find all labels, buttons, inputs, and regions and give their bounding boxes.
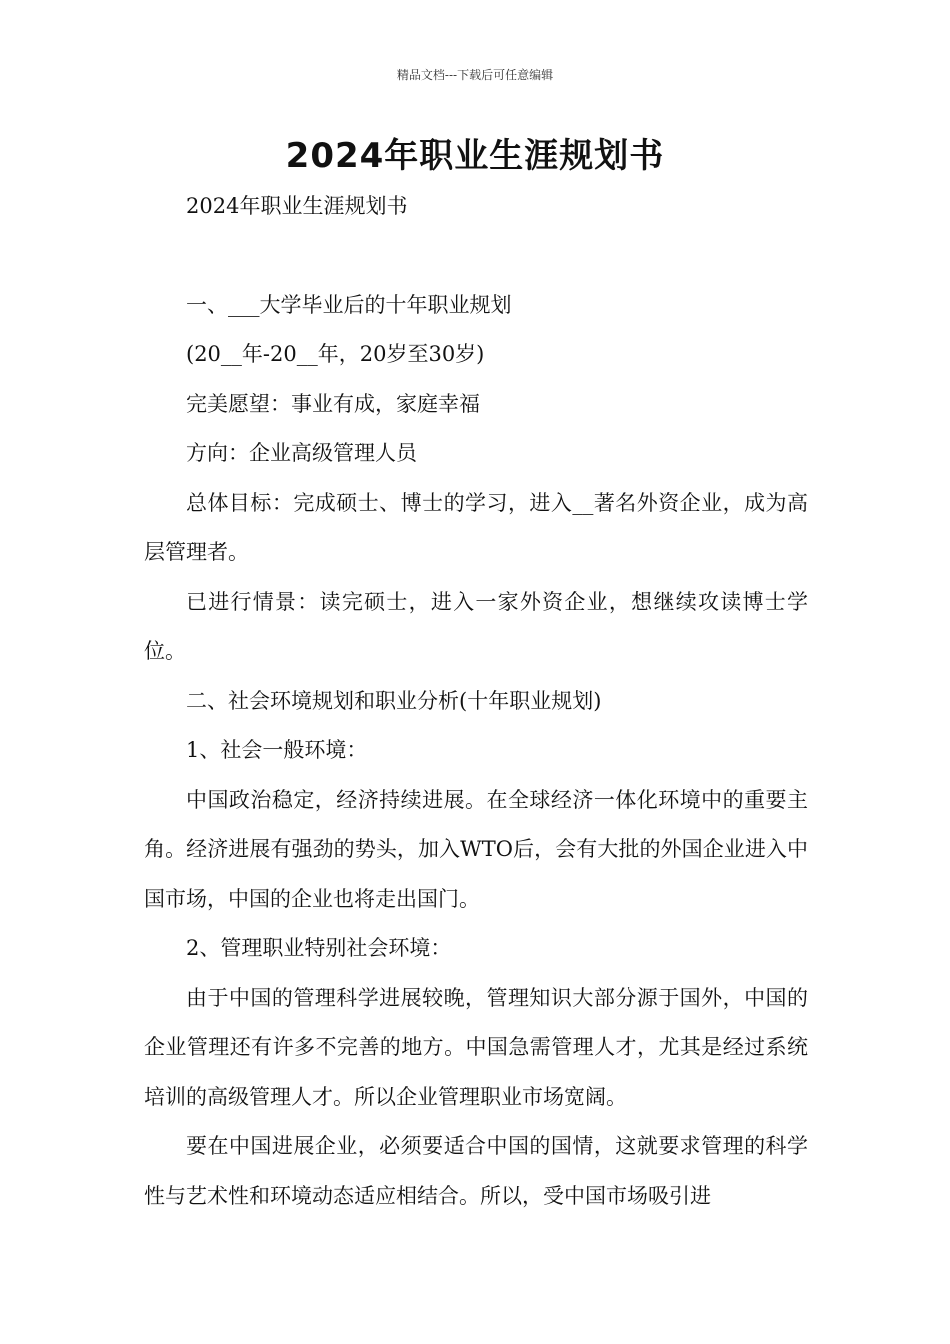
paragraph-section-2-heading: 二、社会环境规划和职业分析(十年职业规划) <box>186 688 602 713</box>
paragraph-period: (20__年-20__年，20岁至30岁) <box>186 342 485 366</box>
paragraph-management-environment: 由于中国的管理科学进展较晚，管理知识大部分源于国外，中国的企业管理还有许多不完善的地方。中国急需管理人才，尤其是经过系统培训的高级管理人才。所以企业管理职业市场宽阔。 <box>144 985 808 1109</box>
paragraph-china-development: 要在中国进展企业，必须要适合中国的国情，这就要求管理的科学性与艺术性和环境动态适应相结合。所以，受中国市场吸引进 <box>144 1134 808 1208</box>
paragraph-general-environment: 中国政治稳定，经济持续进展。在全球经济一体化环境中的重要主角。经济进展有强劲的势头，加入WTO后，会有大批的外国企业进入中国市场，中国的企业也将走出国门。 <box>144 787 808 911</box>
document-body <box>144 182 808 1221</box>
page-header: 精品文档---下载后可任意编辑 <box>396 68 554 82</box>
document-title: 2024年职业生涯规划书 <box>285 136 665 176</box>
paragraph-direction: 方向：企业高级管理人员 <box>186 441 417 465</box>
paragraph-subsection-2-heading: 2、管理职业特别社会环境： <box>186 936 452 960</box>
paragraph-subsection-1-heading: 1、社会一般环境： <box>186 738 368 762</box>
blank-line <box>144 232 808 281</box>
paragraph-section-1-heading: 一、___大学毕业后的十年职业规划 <box>186 292 512 317</box>
paragraph-wish: 完美愿望：事业有成，家庭幸福 <box>186 391 480 416</box>
paragraph-overall-goal: 总体目标：完成硕士、博士的学习，进入__著名外资企业，成为高层管理者。 <box>144 490 808 564</box>
paragraph-subtitle: 2024年职业生涯规划书 <box>186 194 408 218</box>
paragraph-current-situation: 已进行情景：读完硕士，进入一家外资企业，想继续攻读博士学位。 <box>144 589 808 663</box>
